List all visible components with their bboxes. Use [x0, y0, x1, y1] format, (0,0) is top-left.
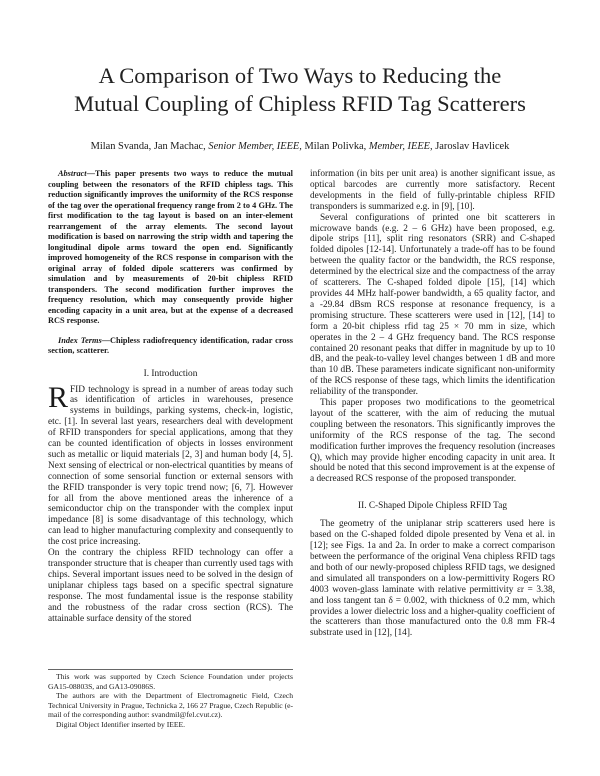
index-terms-text: —Chipless radiofrequency identification, radar cross section, scatterer. — [48, 335, 293, 355]
authors-part1: Milan Svanda, Jan Machac, — [90, 141, 209, 152]
paper-title-line1: A Comparison of Two Ways to Reducing the — [98, 63, 502, 88]
abstract — [48, 169, 293, 327]
index-terms — [48, 336, 293, 357]
body-paragraph-4: The geometry of the uniplanar strip scatterers used here is based on the C-shaped folded dipole presented by Vena et al. in [12]; see Figs. 1a and 2a. In order to make a correct comparison between the performance of the original Vena chipless RFID tags and both of our newly-proposed chipless RFID tags, we designed and simulated all transponders on a low-permittivity Rogers RO 4003 woven-glass laminate with relative permittivity εr = 3.38, and loss tangent tan δ = 0.002, with thickness of 0.2 mm, which provides a lower dielectric loss and a higher-quality coefficient of the scatterers than those manufactured onto the 0.8 mm FR-4 substrate used in [12], [14]. — [310, 519, 555, 639]
author-role2: Member, IEEE, — [368, 141, 433, 152]
body-paragraph-3: This paper proposes two modifications to the geometrical layout of the scatterer, with the aim of reducing the mutual coupling between the resonators. This significantly improves the uniformity of the RCS response of the tag. The second modification further improves the frequency resolution (increases Q), which may provide higher encoding capacity in unit area. It should be noted that this second improvement is at the expense of a decreased RCS response of the proposed transponder. — [310, 398, 555, 485]
author-role1: Senior Member, IEEE, — [208, 141, 302, 152]
authors-part3: Jaroslav Havlicek — [432, 141, 510, 152]
section-heading-c-shaped-dipole: II. C-Shaped Dipole Chipless RFID Tag — [358, 501, 507, 512]
index-terms-label: Index Terms — [58, 335, 102, 345]
authors-part2: Milan Polivka, — [301, 141, 369, 152]
author-list — [30, 140, 570, 153]
section-heading-introduction: I. Introduction — [143, 368, 198, 379]
footnote-doi: Digital Object Identifier inserted by IEEE. — [56, 719, 186, 729]
abstract-label: Abstract — [58, 169, 87, 178]
paper-title — [40, 62, 560, 118]
body-paragraph-2: Several configurations of printed one bit scatterers in microwave bands (e.g. 2 – 6 GHz) have been proposed, e.g. dipole strips [11], split ring resonators (SRR) and C-shaped folded dipoles [12-14]. Unfortunately a trade-off has to be found between the quality factor or the bandwidth, the RCS response, determined by the electrical size and the compactness of the array of scatterers. The C-shaped folded dipole [15], [14] which provides 44 MHz half-power bandwidth, a 65 quality factor, and a -29.84 dBsm RCS response at resonance frequency, is a promising structure. These scatterers were used in [12], [14] to form a 20-bit chipless rfid tag 25 × 70 mm in size, which operates in the 2 – 4 GHz frequency band. The RCS response contained 20 resonant peaks that differ in magnitude by up to 10 dB, and the peak-to-valley level changes between 1 dB and more than 10 dB. These parameters indicate significant non-uniformity of the RCS response of these tags, which limits the identification reliability of the transponder. — [310, 212, 555, 398]
footnote-funding: This work was supported by Czech Science Foundation under projects GA15-08803S, and GA13-09086S. — [48, 672, 293, 691]
body-paragraph-1: information (in bits per unit area) is another significant issue, as optical barcodes are currently more satisfactory. Recent developments in the field of fully-printable chipless RFID transponders is summarized e.g. in [9], [10]. — [310, 169, 555, 212]
drop-cap: R — [48, 380, 69, 414]
left-column — [48, 169, 293, 624]
intro-paragraph-1 — [48, 380, 293, 549]
intro-paragraph-1-text: FID technology is spread in a number of areas today such as identification of articles in warehouses, presence systems in buildings, parking systems, check-in, logistic, etc. [1]. In several last years, researchers deal with development of RFID transponders for special applications, among that they can be counted identification of objects in losses environment such as metallic or liquid materials [2, 3] and human body [4, 5]. Next sensing of electrical or non-electrical quantities by means of connection of some sensorial function or external sensors with the RFID transponder is very topic trend now; [6, 7]. However for all from the above mentioned areas the inherence of a semiconductor chip on the transponder with the complex input impedance [8] is some disadvantage of this technology, which can lead to higher manufacturing complexity and consequently to the cost price increasing. — [48, 384, 293, 548]
intro-paragraph-2: On the contrary the chipless RFID technology can offer a transponder structure that is cheaper than currently used tags with chips. Several important issues need to be solved in the design of uniplanar chipless tags based on a specific spectral signature response. The most fundamental issue is the response stability and the robustness of the radar cross section (RCS). The attainable surface density of the stored — [48, 548, 293, 624]
abstract-text: —This paper presents two ways to reduce the mutual coupling between the resonators of the RFID chipless tags. This reduction significantly improves the uniformity of the RCS response of the tag over the operational frequency range from 2 to 4 GHz. The first modification to the tag layout is based on an inter-element rearrangement of the array elements. The second layout modification is based on narrowing the strip width and tapering the longitudinal dipole arms toward the open end. Significantly improved homogeneity of the RCS response in comparison with the original array of folded dipole scatterers was confirmed by simulation and by measurements of 20-bit chipless RFID transponders. The second modification further improves the frequency resolution, which may consequently provide higher encoding capacity in a unit area, but at the expense of a decreased RCS response. — [48, 169, 293, 325]
paper-title-line2: Mutual Coupling of Chipless RFID Tag Scatterers — [74, 91, 526, 116]
footnotes — [48, 669, 293, 730]
right-column — [310, 169, 555, 639]
footnote-affiliation: The authors are with the Department of Electromagnetic Field, Czech Technical University in Prague, Technicka 2, 166 27 Prague, Czech Republic (e-mail of the corresponding author: svandmil@fel.cvut.cz). — [48, 691, 293, 720]
